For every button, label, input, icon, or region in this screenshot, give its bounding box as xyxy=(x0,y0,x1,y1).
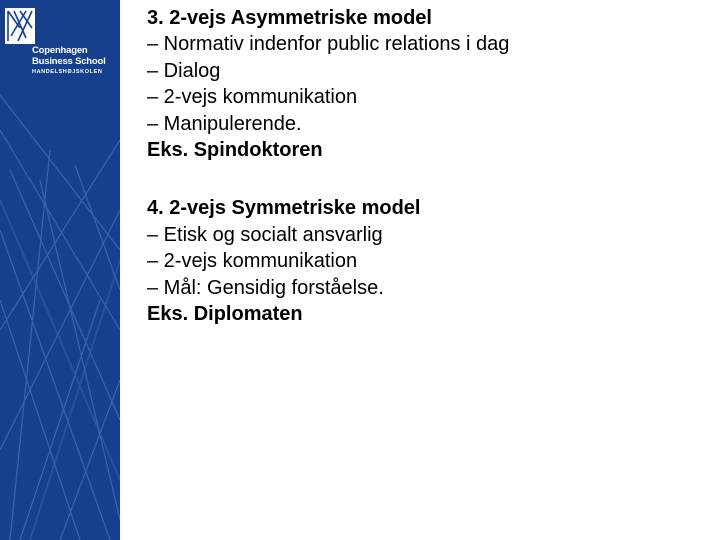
section-spacer xyxy=(147,163,707,195)
logo-name-line1: Copenhagen xyxy=(32,45,88,56)
logo-name-line2: Business School xyxy=(32,56,106,67)
section-3-heading: 3. 2-vejs Asymmetriske model xyxy=(147,7,432,29)
section-3-item: – 2-vejs kommunikation xyxy=(147,86,358,109)
sidebar-panel xyxy=(0,0,120,540)
section-4-heading: 4. 2-vejs Symmetriske model xyxy=(147,197,421,220)
section-3-example: Eks. Spindoktoren xyxy=(147,139,323,162)
decorative-lines xyxy=(0,0,120,540)
section-4-example: Eks. Diplomaten xyxy=(147,303,303,326)
section-3-item: – Dialog xyxy=(147,59,221,82)
section-3-item: – Manipulerende. xyxy=(147,112,302,135)
section-3-item: – Normativ indenfor public relations i dag xyxy=(147,33,510,56)
section-4-item: – 2-vejs kommunikation xyxy=(147,250,358,273)
slide-content xyxy=(147,5,707,327)
cbs-logo-icon xyxy=(5,8,35,44)
logo-subtitle: HANDELSHØJSKOLEN xyxy=(32,69,103,75)
section-4-item: – Etisk og socialt ansvarlig xyxy=(147,223,383,246)
section-4-item: – Mål: Gensidig forståelse. xyxy=(147,276,384,299)
cbs-logo-text xyxy=(32,45,118,76)
